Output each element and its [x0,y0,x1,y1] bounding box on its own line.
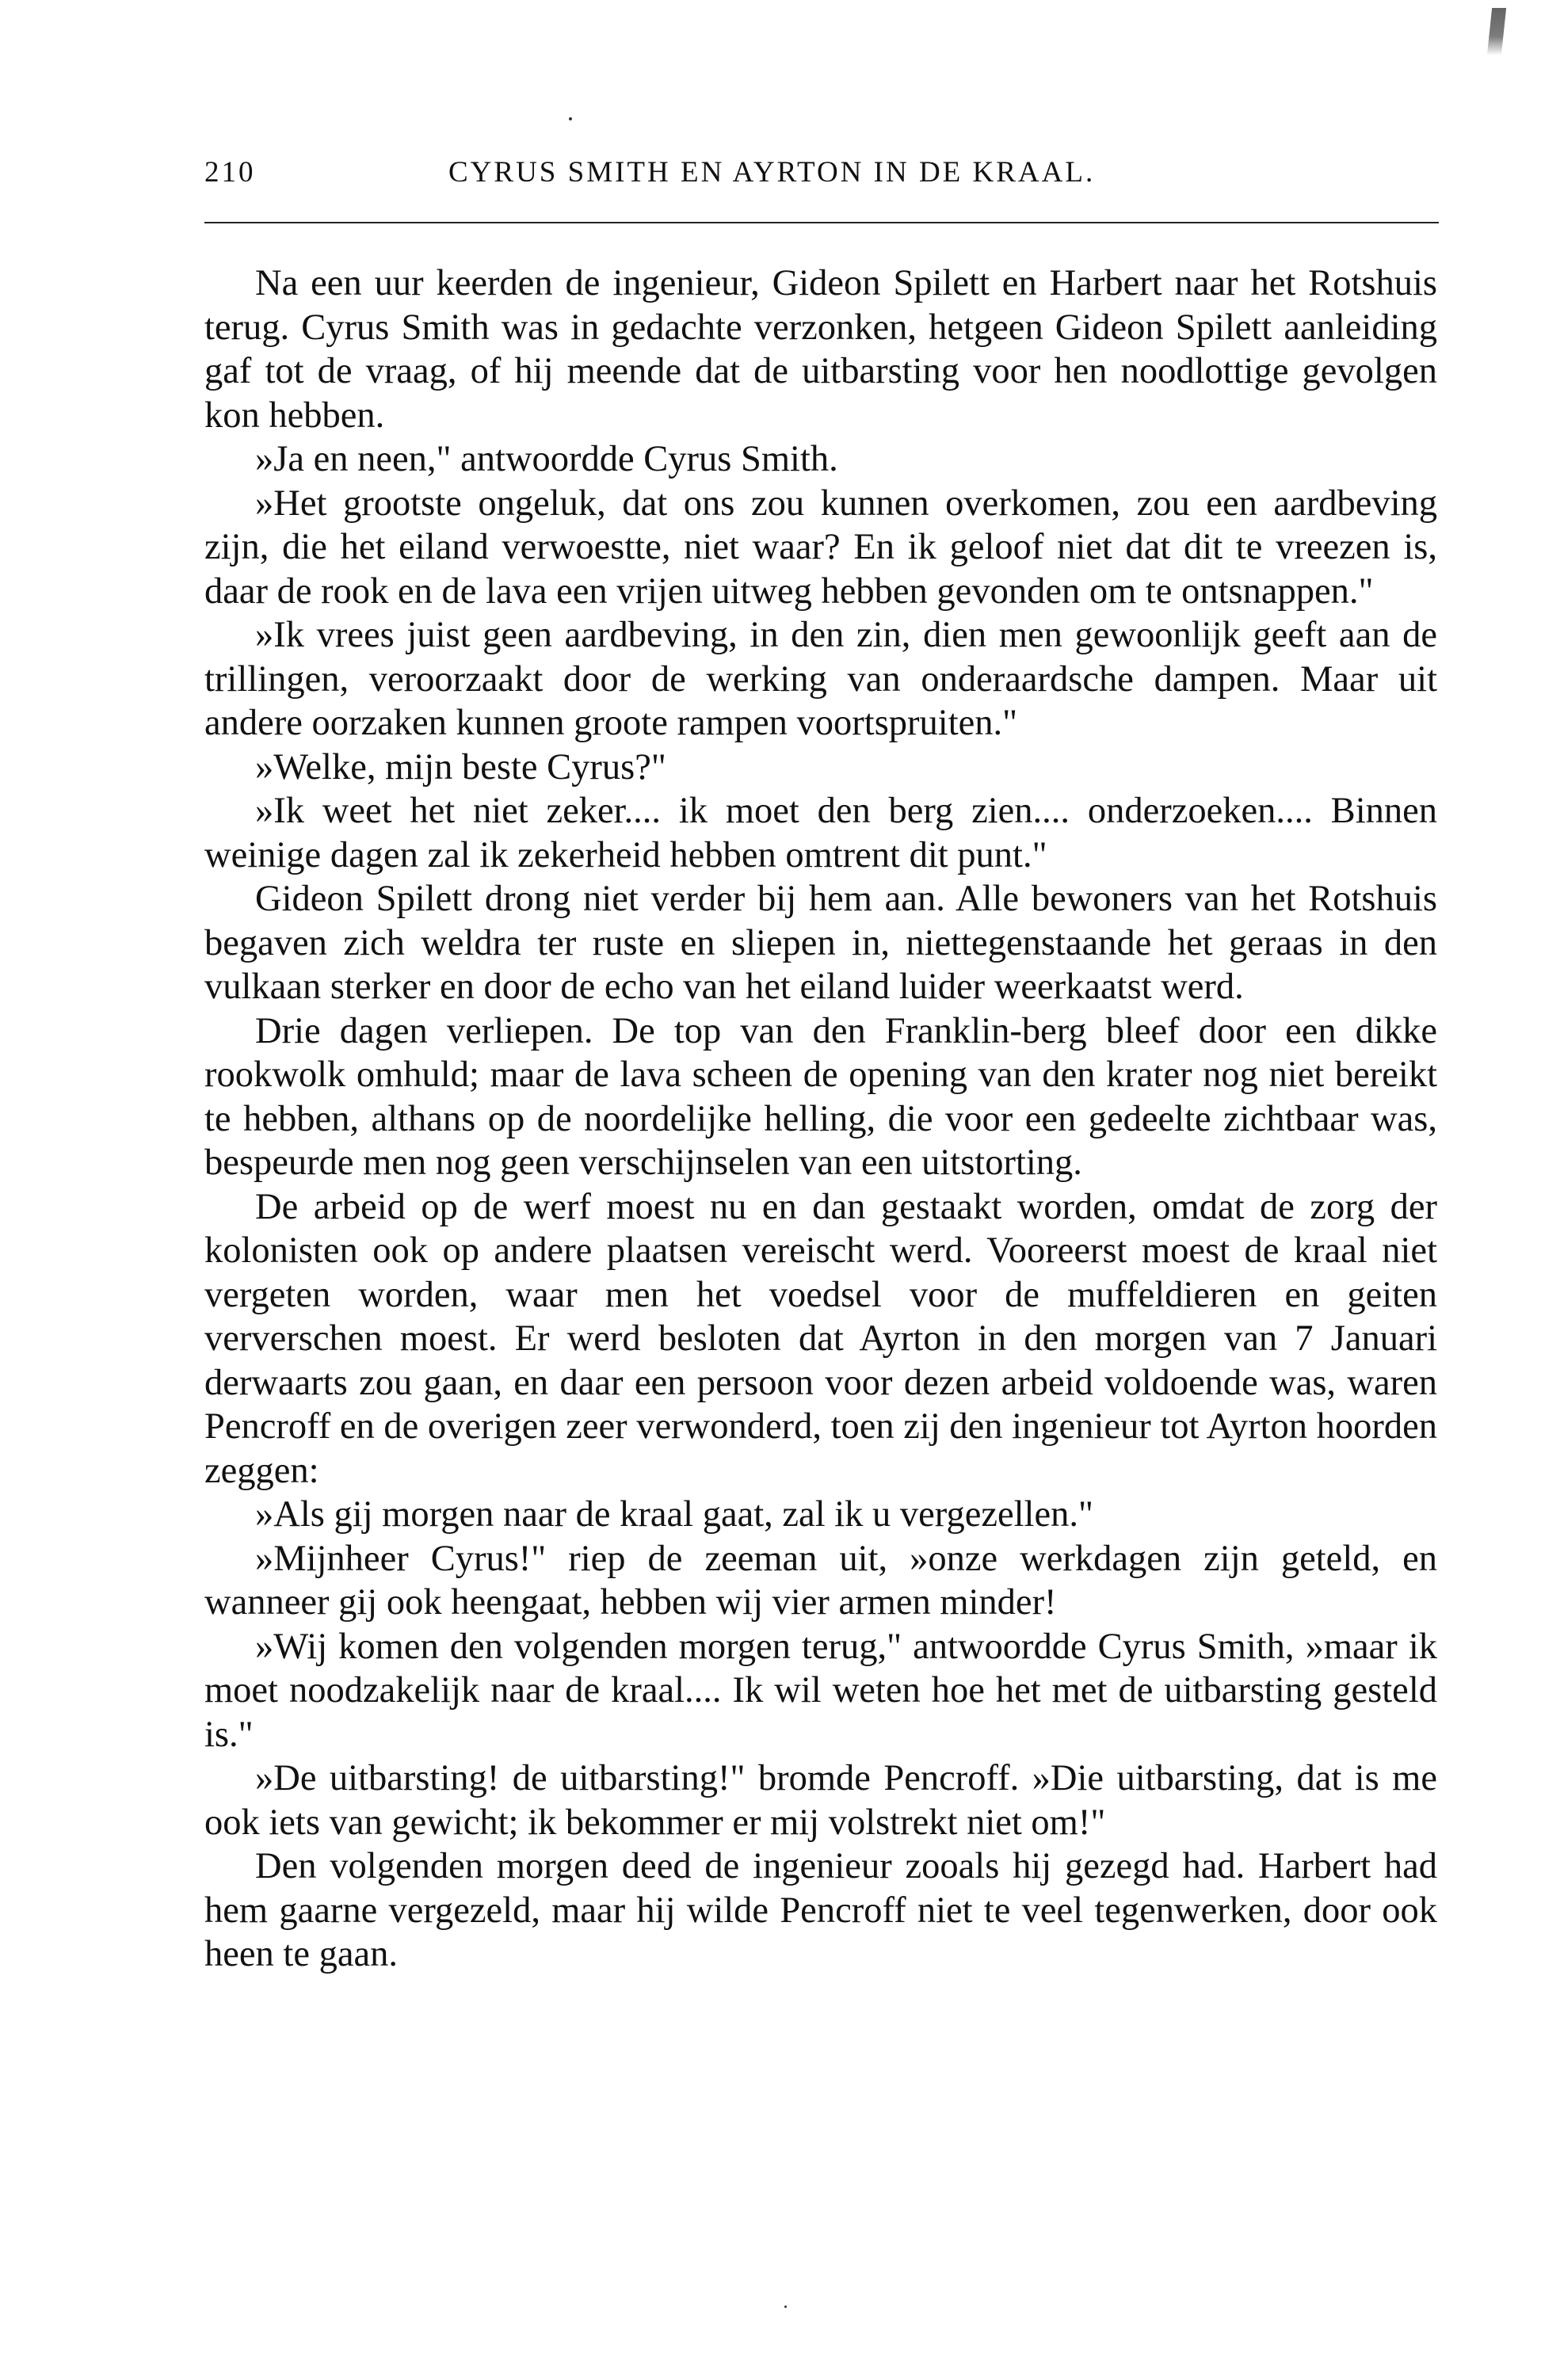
paragraph: »Welke, mijn beste Cyrus?" [255,746,666,788]
paragraph: »Ik weet het niet zeker.... ik moet den berg zien.... onderzoeken.... Binnen weinige dagen zal ik zekerheid hebben omtrent dit punt." [204,791,1437,875]
paragraph: De arbeid op de werf moest nu en dan gestaakt worden, omdat de zorg der kolonisten ook op andere plaatsen vereischt werd. Vooreerst moest de kraal niet vergeten worden, waar men het voedsel voor de muffeldieren en geiten ververschen moest. Er werd besloten dat Ayrton in den morgen van 7 Januari derwaarts zou gaan, en daar een persoon voor dezen arbeid voldoende was, waren Pencroff en de overigen zeer verwonderd, toen zij den ingenieur tot Ayrton hoorden zeggen: [204,1186,1437,1491]
paragraph: »Als gij morgen naar de kraal gaat, zal ik u vergezellen." [255,1494,1093,1535]
page-corner-mark [1487,8,1506,55]
header-rule [204,222,1439,223]
paragraph: »Mijnheer Cyrus!" riep de zeeman uit, »onze werkdagen zijn geteld, en wanneer gij ook heengaat, hebben wij vier armen minder! [204,1538,1437,1623]
paragraph: »Ik vrees juist geen aardbeving, in den zin, dien men gewoonlijk geeft aan de trillingen, veroorzaakt door de werking van onderaardsche dampen. Maar uit andere oorzaken kunnen groote rampen voortspruiten." [204,615,1437,743]
paragraph: Gideon Spilett drong niet verder bij hem aan. Alle bewoners van het Rotshuis begaven zich weldra ter ruste en sliepen in, niettegenstaande het geraas in den vulkaan sterker en door de echo van het eiland luider weerkaatst werd. [204,879,1437,1007]
paragraph: »Wij komen den volgenden morgen terug," antwoordde Cyrus Smith, »maar ik moet noodzakelijk naar de kraal.... Ik wil weten hoe het met de uitbarsting gesteld is." [204,1626,1437,1755]
paragraph: Na een uur keerden de ingenieur, Gideon Spilett en Harbert naar het Rotshuis terug. Cyrus Smith was in gedachte verzonken, hetgeen Gideon Spilett aanleiding gaf tot de vraag, of hij meende dat de uitbarsting voor hen noodlottige gevolgen kon hebben. [204,263,1437,436]
ink-speck [784,2306,787,2308]
paragraph: »Ja en neen," antwoordde Cyrus Smith. [255,439,838,479]
paragraph: Drie dagen verliepen. De top van den Franklin-berg bleef door een dikke rookwolk omhuld; maar de lava scheen de opening van den krater nog niet bereikt te hebben, althans op de noordelijke helling, die voor een gedeelte zichtbaar was, bespeurde men nog geen verschijnselen van een uitstorting. [204,1010,1437,1183]
page-number: 210 [204,156,256,189]
paragraph: Den volgenden morgen deed de ingenieur zooals hij gezegd had. Harbert had hem gaarne vergezeld, maar hij wilde Pencroff niet te veel tegenwerken, door ook heen te gaan. [204,1846,1437,1974]
paragraph: »Het grootste ongeluk, dat ons zou kunnen overkomen, zou een aardbeving zijn, die het eiland verwoestte, niet waar? En ik geloof niet dat dit te vreezen is, daar de rook en de lava een vrijen uitweg hebben gevonden om te ontsnappen." [204,482,1437,612]
ink-speck [569,117,572,120]
paragraph: »De uitbarsting! de uitbarsting!" bromde Pencroff. »Die uitbarsting, dat is me ook iets van gewicht; ik bekommer er mij volstrekt niet om!" [204,1758,1437,1843]
body-text [204,261,1437,1977]
running-head [204,155,1440,203]
running-head-title: CYRUS SMITH EN AYRTON IN DE KRAAL. [448,156,1096,189]
